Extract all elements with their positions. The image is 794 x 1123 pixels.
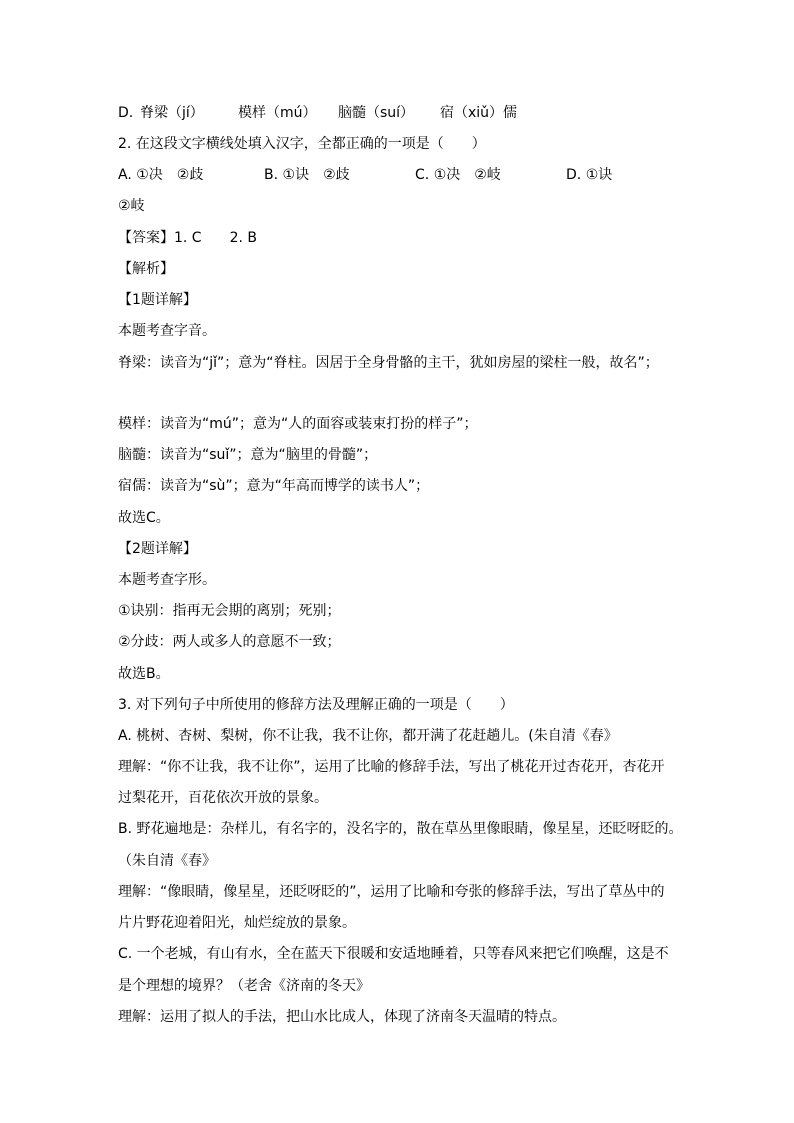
q3-option-c-cont: 是个理想的境界？（老舍《济南的冬天》 [118,978,370,994]
detail2-conclusion: 故选B。 [118,666,170,682]
option-label: A. [118,167,132,183]
q3-option-c: C. 一个老城，有山有水，全在蓝天下很暖和安适地睡着，只等春风来把它们唤醒，这是不 [118,946,669,962]
detail2-line: ①诀别：指再无会期的离别；死别； [118,603,341,619]
q2-option-d [566,165,612,185]
option-label: D. [118,105,134,121]
option-item: 脑髓（suí） [338,105,415,121]
option-label: C. [415,167,430,183]
q3-option-a-explanation: 理解：“你不让我，我不让你”，运用了比喻的修辞手法，写出了桃花开过杏花开，杏花开 [118,759,665,775]
q3-option-b-explanation-cont: 片片野花迎着阳光，灿烂绽放的景象。 [118,915,356,931]
detail1-line: 模样：读音为“mú”；意为“人的面容或装束打扮的样子”； [118,416,478,432]
q2-stem: 2. 在这段文字横线处填入汉字，全都正确的一项是（ ） [118,136,486,152]
option-text: ①诀 [585,167,613,183]
option-label: D. [566,167,582,183]
option-text: ①决 ②歧 [136,167,204,183]
detail1-line: 宿儒：读音为“sù”；意为“年高而博学的读书人”； [118,478,430,494]
option-text: ①诀 ②歧 [282,167,350,183]
q3-option-a: A. 桃树、杏树、梨树，你不让我，我不让你，都开满了花赶趟儿。(朱自清《春》 [118,728,618,744]
detail1-line: 脊梁：读音为“jǐ”；意为“脊柱。因居于全身骨骼的主干，犹如房屋的梁柱一般，故名”； [118,355,659,371]
answer-line [118,228,257,248]
detail1-line: 脑髓：读音为“suǐ”；意为“脑里的骨髓”； [118,447,378,463]
option-label: B. [264,167,279,183]
q3-option-b-explanation: 理解：“像眼睛，像星星，还眨呀眨的”，运用了比喻和夸张的修辞手法，写出了草丛中的 [118,884,665,900]
q2-option-d-wrap: ②岐 [118,198,145,214]
q3-option-b: B. 野花遍地是：杂样儿，有名字的，没名字的，散在草丛里像眼睛，像星星，还眨呀眨的。 [118,821,683,837]
q2-option-a [118,165,203,185]
q2-option-c [415,165,501,185]
answer-heading: 【答案】 [118,230,174,246]
detail1-heading: 【1题详解】 [118,292,197,308]
option-item: 模样（mú） [238,105,317,121]
detail1-conclusion: 故选C。 [118,510,170,526]
detail2-line: ②分歧：两人或多人的意愿不一致； [118,634,341,650]
detail2-intro: 本题考查字形。 [118,572,216,588]
detail1-intro: 本题考查字音。 [118,323,216,339]
q3-option-b-source: （朱自清《春》 [118,853,216,869]
option-text: ①决 ②岐 [433,167,501,183]
q2-option-b [264,165,350,185]
q3-stem: 3. 对下列句子中所使用的修辞方法及理解正确的一项是（ ） [118,697,514,713]
option-item: 脊梁（jí） [140,105,204,121]
q3-option-a-explanation-cont: 过梨花开，百花依次开放的景象。 [118,790,328,806]
q3-option-c-explanation: 理解：运用了拟人的手法，把山水比成人，体现了济南冬天温晴的特点。 [118,1009,566,1025]
analysis-heading: 【解析】 [118,261,174,277]
detail2-heading: 【2题详解】 [118,541,197,557]
option-item: 宿（xiǔ）儒 [440,105,518,121]
answer-items: 1. C 2. B [174,230,257,246]
